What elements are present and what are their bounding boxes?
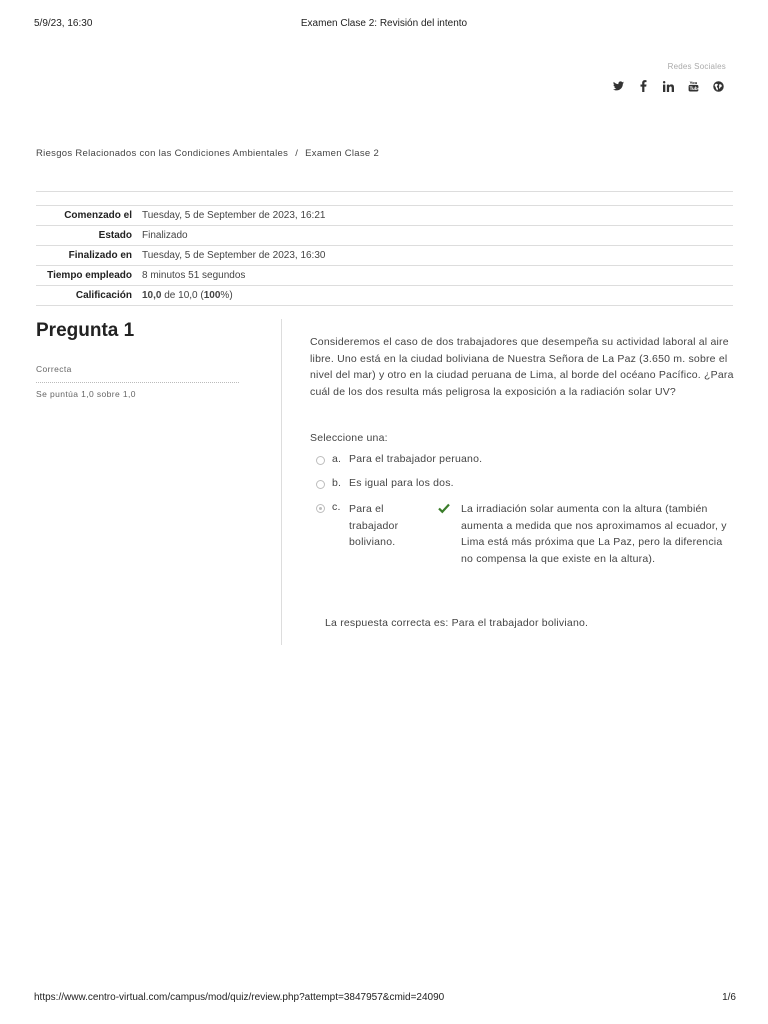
option-a-radio[interactable] xyxy=(316,456,325,465)
grade-score: 10,0 xyxy=(142,290,162,301)
question-text: Consideremos el caso de dos trabajadores que desempeña su actividad laboral al aire libre. Uno está en la ciudad boliviana de Nuestra Señora de La Paz (3.650 m. sobre el nivel del mar) y otro en la ciudad peruana de Lima, al borde del océano Pacífico. ¿Para cuál de los dos resulta más peligrosa la exposición a la radiación solar UV? xyxy=(310,336,734,398)
svg-text:You: You xyxy=(689,79,697,85)
column-divider xyxy=(281,319,282,645)
social-label: Redes Sociales xyxy=(667,62,726,71)
option-c-letter: c. xyxy=(332,501,341,513)
print-page-number: 1/6 xyxy=(722,992,736,1003)
grade-end: %) xyxy=(220,290,233,301)
option-b-label: Es igual para los dos. xyxy=(349,477,454,489)
summary-row-state xyxy=(36,226,733,246)
svg-text:Tube: Tube xyxy=(689,86,701,92)
grade-value xyxy=(138,286,733,306)
state-value: Finalizado xyxy=(142,230,188,241)
question-grade: Se puntúa 1,0 sobre 1,0 xyxy=(36,389,136,399)
breadcrumb-course-link[interactable]: Riesgos Relacionados con las Condiciones Ambientales xyxy=(36,148,289,159)
summary-row-time xyxy=(36,266,733,286)
question-title: Pregunta 1 xyxy=(36,320,135,341)
option-a-label: Para el trabajador peruano. xyxy=(349,453,483,465)
summary-row-started xyxy=(36,206,733,226)
time-label: Tiempo empleado xyxy=(47,270,132,281)
started-label: Comenzado el xyxy=(64,210,132,221)
social-icons xyxy=(612,79,724,93)
option-c-label: Para el trabajador boliviano. xyxy=(349,503,399,548)
time-value: 8 minutos 51 segundos xyxy=(142,270,246,281)
question-info-divider xyxy=(36,382,239,383)
breadcrumb xyxy=(36,148,379,159)
correct-answer: La respuesta correcta es: Para el trabajador boliviano. xyxy=(325,617,589,629)
option-b-letter: b. xyxy=(332,477,342,489)
facebook-icon[interactable] xyxy=(637,79,649,93)
youtube-icon[interactable] xyxy=(687,79,699,93)
grade-percent: 100 xyxy=(203,290,221,301)
summary-row-grade xyxy=(36,286,733,306)
started-value: Tuesday, 5 de September de 2023, 16:21 xyxy=(142,210,326,221)
option-feedback: La irradiación solar aumenta con la altura (también aumenta a medida que nos aproximamos al ecuador, y Lima está más próxima que La Paz, pero la diferencia no compensa la que existe en la altura). xyxy=(461,503,727,565)
divider xyxy=(36,191,733,192)
check-icon xyxy=(438,501,450,513)
twitter-icon[interactable] xyxy=(612,79,624,93)
attempt-summary-table xyxy=(36,205,733,306)
print-date: 5/9/23, 16:30 xyxy=(34,18,93,29)
finished-value: Tuesday, 5 de September de 2023, 16:30 xyxy=(142,250,326,261)
answer-prompt: Seleccione una: xyxy=(310,432,388,444)
option-b-radio[interactable] xyxy=(316,480,325,489)
globe-icon[interactable] xyxy=(712,79,724,93)
question-state: Correcta xyxy=(36,364,72,374)
print-url: https://www.centro-virtual.com/campus/mod/quiz/review.php?attempt=3847957&cmid=24090 xyxy=(34,992,445,1003)
finished-label: Finalizado en xyxy=(68,250,132,261)
option-c-radio[interactable] xyxy=(316,504,325,513)
summary-row-finished xyxy=(36,246,733,266)
breadcrumb-current[interactable]: Examen Clase 2 xyxy=(305,148,380,159)
state-label: Estado xyxy=(98,230,132,241)
grade-label: Calificación xyxy=(75,290,132,301)
print-page-title: Examen Clase 2: Revisión del intento xyxy=(300,18,468,29)
grade-mid: de 10,0 ( xyxy=(161,290,204,301)
linkedin-icon[interactable] xyxy=(662,79,674,93)
option-a-letter: a. xyxy=(332,453,342,465)
breadcrumb-separator: / xyxy=(295,148,299,159)
